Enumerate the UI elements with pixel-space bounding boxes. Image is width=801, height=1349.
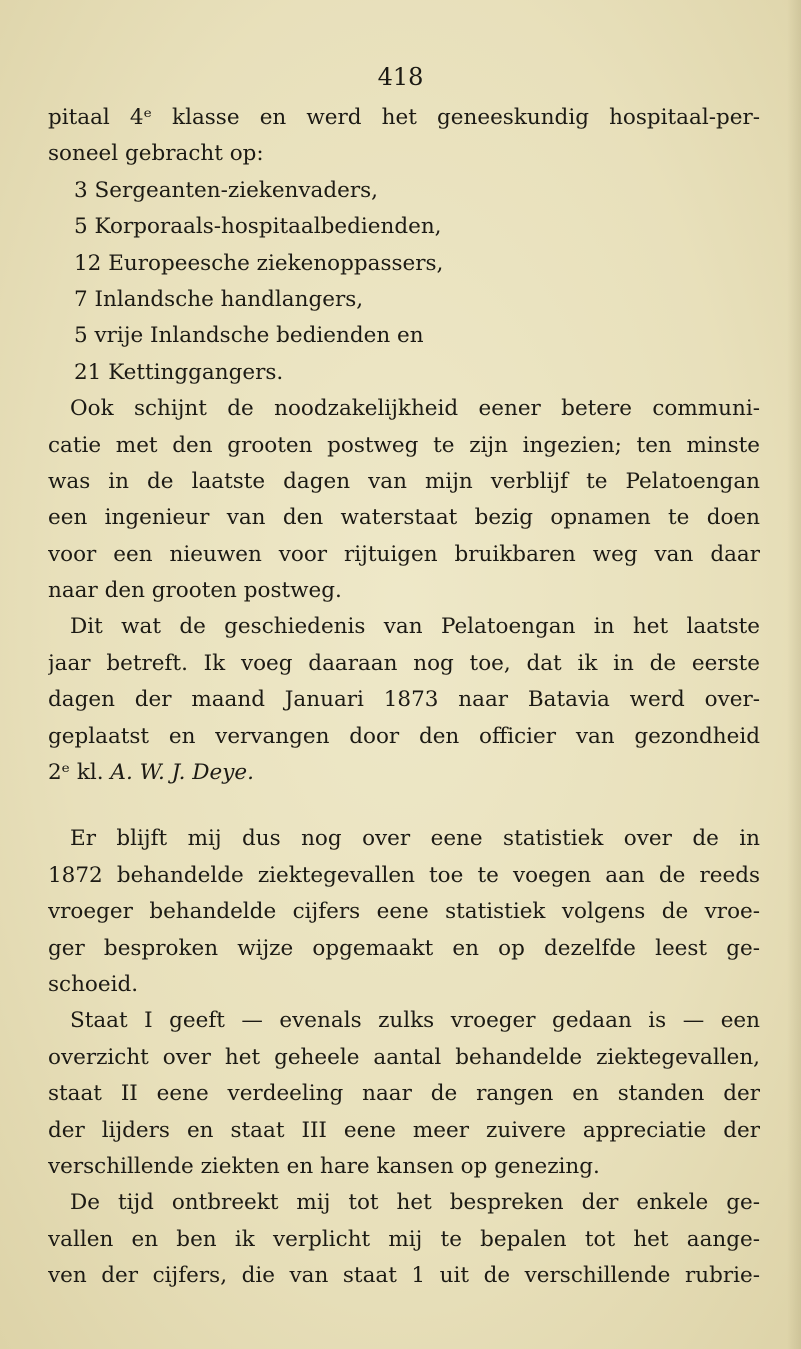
text-line: overzicht over het geheele aantal behandelde ziektegevallen,	[48, 1044, 760, 1070]
text-line: De tijd ontbreekt mij tot het bespreken der enkele ge-	[70, 1190, 760, 1216]
list-item: 21 Kettinggangers.	[74, 359, 284, 385]
page-number: 418	[377, 63, 424, 91]
text-line: Ook schijnt de noodzakelijkheid eener betere communi-	[70, 396, 760, 422]
page-text	[48, 100, 760, 1295]
paragraph-gap	[48, 791, 760, 821]
list-item: 12 Europeesche ziekenoppassers,	[74, 250, 444, 276]
list-item: 5 vrije Inlandsche bedienden en	[74, 323, 424, 349]
text-line: naar den grooten postweg.	[48, 578, 342, 604]
text-line: was in de laatste dagen van mijn verblijf te Pelatoengan	[48, 468, 760, 494]
text-line: dagen der maand Januari 1873 naar Batavia werd over-	[48, 687, 760, 713]
text-line: Dit wat de geschiedenis van Pelatoengan in het laatste	[70, 614, 760, 640]
text-line: der lijders en staat III eene meer zuivere appreciatie der	[48, 1117, 760, 1143]
text-line: vallen en ben ik verplicht mij te bepalen tot het aange-	[48, 1226, 760, 1252]
text-line: catie met den grooten postweg te zijn ingezien; ten minste	[48, 432, 760, 458]
text-line: soneel gebracht op:	[48, 141, 264, 167]
text-line: vroeger behandelde cijfers eene statistiek volgens de vroe-	[48, 899, 760, 925]
text-line: ven der cijfers, die van staat 1 uit de verschillende rubrie-	[48, 1263, 760, 1289]
page-edge-shadow	[787, 0, 801, 1349]
text-line: een ingenieur van den waterstaat bezig opnamen te doen	[48, 505, 760, 531]
list-item: 7 Inlandsche handlangers,	[74, 286, 364, 312]
text-line: voor een nieuwen voor rijtuigen bruikbaren weg van daar	[48, 541, 760, 567]
text-line: jaar betreft. Ik voeg daaraan nog toe, dat ik in de eerste	[48, 650, 760, 676]
signature-name: A. W. J. Deye.	[110, 760, 254, 786]
text-line: 1872 behandelde ziektegevallen toe te voegen aan de reeds	[48, 862, 760, 888]
text-line: Staat I geeft — evenals zulks vroeger gedaan is — een	[70, 1008, 760, 1034]
signature-line	[48, 755, 760, 791]
signature-rank: 2ᵉ kl.	[48, 760, 104, 786]
text-line: verschillende ziekten en hare kansen op genezing.	[48, 1153, 600, 1179]
text-line: schoeid.	[48, 971, 139, 997]
list-item: 5 Korporaals-hospitaalbedienden,	[74, 214, 442, 240]
list-item: 3 Sergeanten-ziekenvaders,	[74, 177, 378, 203]
text-line: geplaatst en vervangen door den officier van gezondheid	[48, 723, 760, 749]
text-line: staat II eene verdeeling naar de rangen en standen der	[48, 1081, 760, 1107]
text-line: ger besproken wijze opgemaakt en op dezelfde leest ge-	[48, 935, 760, 961]
text-line: Er blijft mij dus nog over eene statistiek over de in	[70, 826, 760, 852]
text-line: pitaal 4ᵉ klasse en werd het geneeskundig hospitaal-per-	[48, 105, 760, 130]
